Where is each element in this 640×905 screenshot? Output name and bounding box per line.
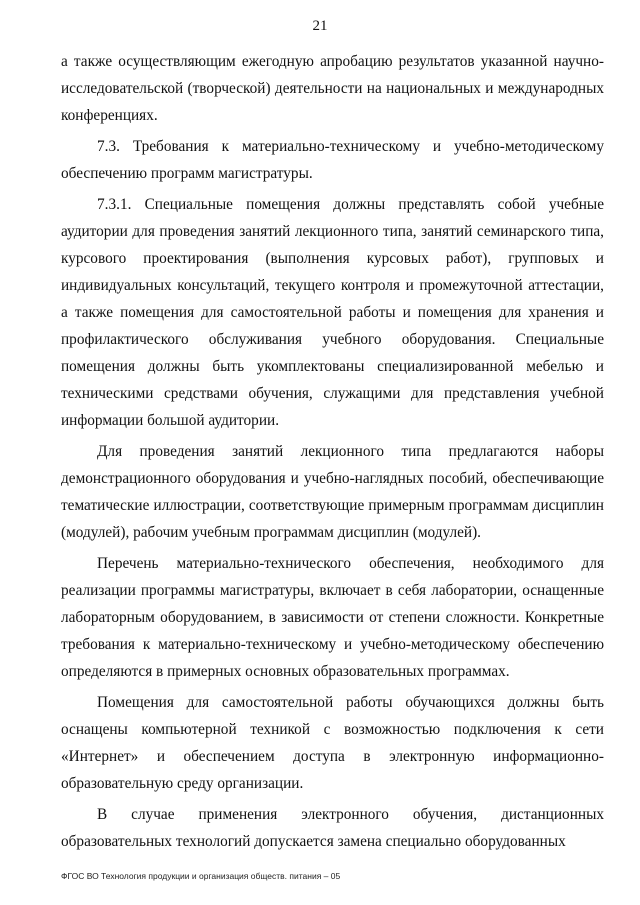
paragraph-self-study-rooms: Помещения для самостоятельной работы обучающихся должны быть оснащены компьютерной техникой с возможностью подключения к сети «Интернет» и обеспечением доступа в электронную информационно-образовательную среду организации.	[61, 694, 604, 792]
section-heading-7-3: 7.3. Требования к материально-техническому и учебно-методическому обеспечению программ магистратуры.	[61, 138, 604, 182]
paragraph-conferences: а также осуществляющим ежегодную апробацию результатов указанной научно-исследовательской (творческой) деятельности на национальных и международных конференциях.	[61, 53, 604, 124]
paragraph-material-list: Перечень материально-технического обеспечения, необходимого для реализации программы магистратуры, включает в себя лаборатории, оснащенные лабораторным оборудованием, в зависимости от степени сложности. Конкретные требования к материально-техническому и учебно-методическому обеспечению определяются в примерных основных образовательных программах.	[61, 555, 604, 680]
page-number: 21	[312, 18, 328, 34]
body-text	[61, 48, 604, 855]
paragraph-7-3-1: 7.3.1. Специальные помещения должны представлять собой учебные аудитории для проведения занятий лекционного типа, занятий семинарского типа, курсового проектирования (выполнения курсовых работ), групповых и индивидуальных консультаций, текущего контроля и промежуточной аттестации, а также помещения для самостоятельной работы и помещения для хранения и профилактического обслуживания учебного оборудования. Специальные помещения должны быть укомплектованы специализированной мебелью и техническими средствами обучения, служащими для представления учебной информации большой аудитории.	[61, 196, 604, 429]
page-footer: ФГОС ВО Технология продукции и организация обществ. питания – 05	[61, 871, 341, 881]
paragraph-e-learning: В случае применения электронного обучения, дистанционных образовательных технологий допускается замена специально оборудованных	[61, 806, 604, 850]
paragraph-lecture-equipment: Для проведения занятий лекционного типа предлагаются наборы демонстрационного оборудования и учебно-наглядных пособий, обеспечивающие тематические иллюстрации, соответствующие примерным программам дисциплин (модулей), рабочим учебным программам дисциплин (модулей).	[61, 443, 604, 541]
